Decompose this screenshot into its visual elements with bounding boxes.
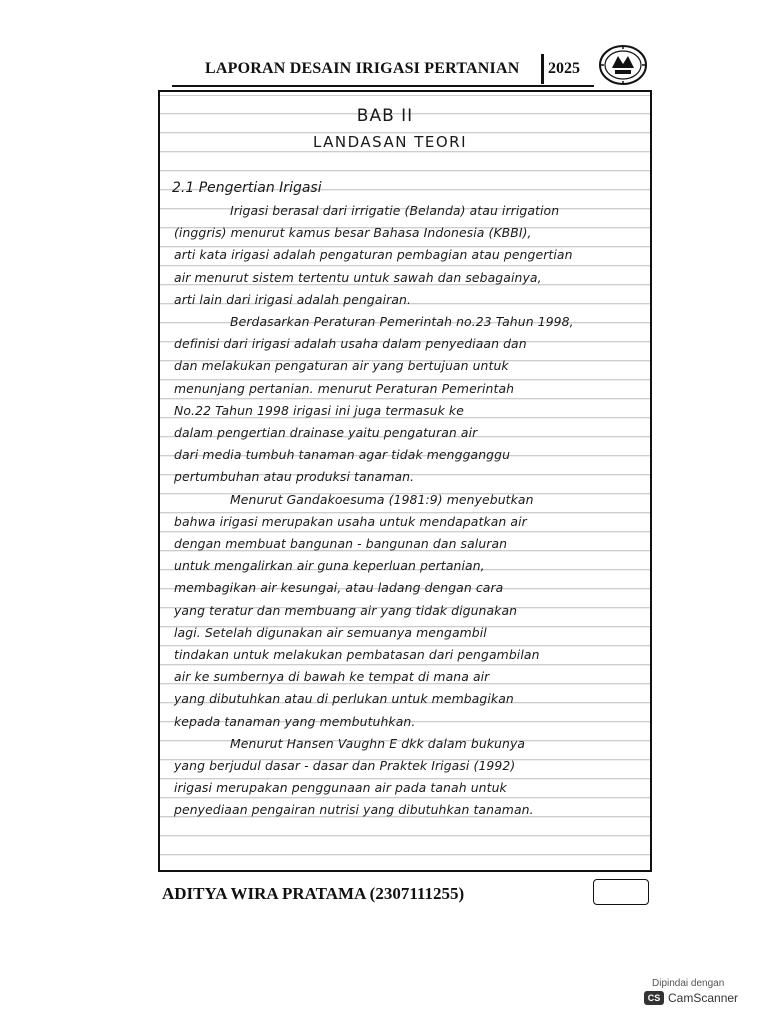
report-year: 2025 <box>548 60 580 77</box>
watermark-caption: Dipindai dengan <box>652 978 725 989</box>
body-line: yang teratur dan membuang air yang tidak digunakan <box>174 602 518 618</box>
body-line: dengan membuat bangunan - bangunan dan saluran <box>174 536 508 551</box>
page-number-box <box>593 879 649 905</box>
body-line: dalam pengertian drainase yaitu pengaturan air <box>174 425 478 440</box>
body-line: air menurut sistem tertentu untuk sawah dan sebagainya, <box>174 269 542 285</box>
body-line: yang dibutuhkan atau di perlukan untuk membagikan <box>174 691 514 707</box>
report-title: LAPORAN DESAIN IRIGASI PERTANIAN <box>205 60 520 77</box>
body-line: bahwa irigasi merupakan usaha untuk mendapatkan air <box>174 513 527 529</box>
section-heading: 2.1 Pengertian Irigasi <box>172 180 322 196</box>
body-line: dari media tumbuh tanaman agar tidak mengganggu <box>174 447 511 463</box>
body-line: dan melakukan pengaturan air yang bertujuan untuk <box>174 358 509 374</box>
body-line: pertumbuhan atau produksi tanaman. <box>174 469 415 485</box>
body-line: menunjang pertanian. menurut Peraturan Pemerintah <box>174 380 515 396</box>
camscanner-logo-icon: CS <box>644 991 664 1005</box>
chapter-title: LANDASAN TEORI <box>312 133 468 151</box>
body-line: No.22 Tahun 1998 irigasi ini juga termasuk ke <box>174 402 464 418</box>
body-line: arti kata irigasi adalah pengaturan pembagian atau pengertian <box>174 247 573 263</box>
body-line: irigasi merupakan penggunaan air pada tanah untuk <box>174 780 507 796</box>
body-line: definisi dari irigasi adalah usaha dalam penyediaan dan <box>174 336 527 352</box>
body-line: air ke sumbernya di bawah ke tempat di mana air <box>174 669 490 685</box>
university-seal-logo <box>598 44 648 86</box>
chapter-label: BAB II <box>356 106 414 126</box>
body-line: Menurut Hansen Vaughn E dkk dalam bukunya <box>230 735 526 751</box>
body-line: yang berjudul dasar - dasar dan Praktek Irigasi (1992) <box>174 758 516 773</box>
body-line: lagi. Setelah digunakan air semuanya mengambil <box>174 624 487 640</box>
body-line: Menurut Gandakoesuma (1981:9) menyebutkan <box>230 491 534 507</box>
header-divider <box>541 54 544 84</box>
body-line: (inggris) menurut kamus besar Bahasa Indonesia (KBBI), <box>174 225 532 241</box>
body-line: membagikan air kesungai, atau ladang dengan cara <box>174 580 504 596</box>
body-line: penyediaan pengairan nutrisi yang dibutuhkan tanaman. <box>174 802 534 818</box>
body-line: untuk mengalirkan air guna keperluan pertanian, <box>174 558 485 574</box>
header-rule <box>172 85 594 87</box>
body-line: arti lain dari irigasi adalah pengairan. <box>174 291 412 307</box>
watermark-app-name: CamScanner <box>668 991 739 1005</box>
body-line: Irigasi berasal dari irrigatie (Belanda) atau irrigation <box>230 203 560 218</box>
body-line: kepada tanaman yang membutuhkan. <box>174 713 416 729</box>
camscanner-watermark <box>644 978 754 1005</box>
body-line: Berdasarkan Peraturan Pemerintah no.23 Tahun 1998, <box>230 314 574 329</box>
author-name: ADITYA WIRA PRATAMA (2307111255) <box>162 884 465 903</box>
body-line: tindakan untuk melakukan pembatasan dari pengambilan <box>174 647 540 662</box>
